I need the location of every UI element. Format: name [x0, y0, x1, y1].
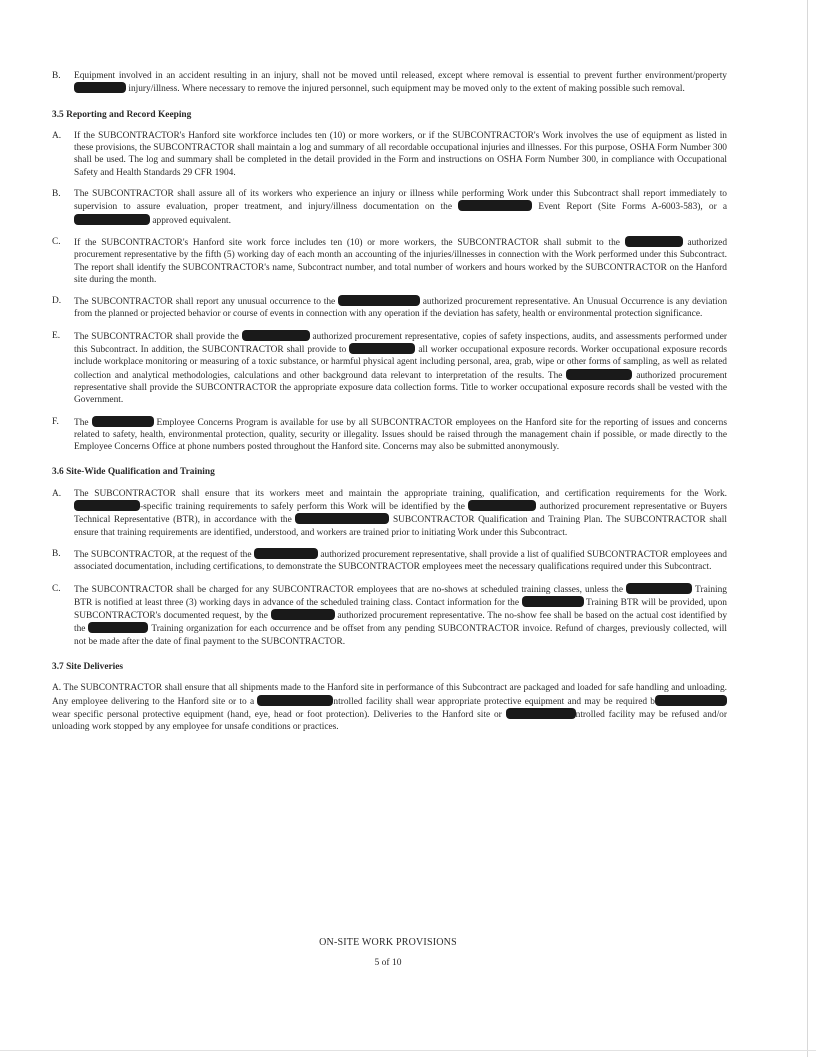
paragraph-3-5-b	[52, 188, 727, 227]
paragraph-text: Employee Concerns Program is available for use by all SUBCONTRACTOR employees on the Hanford site for the reporting of issues and concerns related to safety, health, environmental protection, quality, security or illegality. Issues should be raised through the management chain if possible, or made directly to the Employee Concerns Office at phone numbers posted throughout the Hanford site. Concerns may also be submitted anonymously.	[74, 417, 728, 453]
redaction-mark	[257, 695, 333, 706]
item-letter: A.	[52, 130, 62, 141]
paragraph-3-6-b	[52, 548, 727, 574]
paragraph-text: The SUBCONTRACTOR shall provide the	[74, 331, 239, 342]
paragraph-text: If the SUBCONTRACTOR's Hanford site work force includes ten (10) or more workers, the SUBCONTRACTOR shall submit to the	[74, 237, 620, 248]
paragraph-3-6-a	[52, 488, 727, 539]
redaction-mark	[74, 214, 150, 225]
paragraph-text: authorized procurement representative, shall provide a list of qualified SUBCONTRACTOR employees and associated documentation, including certifications, to demonstrate the SUBCONTRACTOR employees meet the necessary qualifications required under this Subcontract.	[74, 549, 727, 573]
paragraph-text: The SUBCONTRACTOR, at the request of the	[74, 549, 252, 560]
paragraph-text: The SUBCONTRACTOR shall be charged for any SUBCONTRACTOR employees that are no-shows at scheduled training classes, unless the	[74, 584, 624, 595]
paragraph-text: wear specific personal protective equipment (hand, eye, head or foot protection). Deliveries to the Hanford site or	[52, 709, 502, 720]
redaction-mark	[468, 500, 536, 511]
paragraph-text: authorized procurement representative or Buyers Technical Representative (BTR), in accordance with the	[74, 502, 727, 526]
paragraph-3-6-c	[52, 583, 727, 648]
redaction-mark	[506, 708, 576, 719]
paragraph-text: authorized procurement representative. The no-show fee shall be based on the actual cost identified by the	[74, 611, 728, 635]
paragraph-text: The SUBCONTRACTOR shall ensure that its workers meet and maintain the appropriate training, qualification, and certification requirements for the Work.	[74, 488, 727, 499]
paragraph-text: If the SUBCONTRACTOR's Hanford site workforce includes ten (10) or more workers, or if the SUBCONTRACTOR's Work involves the use of equipment as listed in these provisions, the SUBCONTRACTOR shall maintain a log and summary of all recordable occupational injuries and illnesses. For this purpose, OSHA Form Number 300 shall be used. The log and summary shall be completed in the detail provided in the Form and instructions on OSHA Form Number 300, in compliance with Occupational Safety and Health Standards 29 CFR 1904.	[74, 130, 727, 178]
item-letter: B.	[52, 548, 61, 559]
redaction-mark	[242, 330, 310, 341]
paragraph-text: approved equivalent.	[152, 215, 231, 226]
paragraph-equipment-b	[52, 70, 727, 96]
footer-title: ON-SITE WORK PROVISIONS	[319, 937, 457, 948]
paragraph-text: authorized procurement representative by the fifth (5) working day of each month an accounting of the injuries/illnesses in connection with the Work performed under this Subcontract. The report shall identify the SUBCONTRACTOR's name, Subcontract number, and total number of workers and hours worked by the SUBCONTRACTOR on the Hanford site during the month.	[74, 237, 728, 285]
paragraph-text: authorized procurement representative. An Unusual Occurrence is any deviation from the planned or projected behavior or course of events in connection with any operation if the deviation has safety, health or environmental protection significance.	[74, 297, 728, 320]
scan-edge-bottom	[0, 1050, 816, 1051]
paragraph-3-5-a	[52, 130, 727, 179]
redaction-mark	[271, 609, 335, 620]
redaction-mark	[566, 369, 632, 380]
redaction-mark	[254, 548, 318, 559]
paragraph-text: authorized procurement representative shall provide the SUBCONTRACTOR the appropriate exposure data collection forms. Title to worker occupational exposure records shall be vested with the Government.	[74, 370, 727, 406]
paragraph-3-5-f	[52, 416, 727, 454]
document-page	[52, 70, 727, 742]
paragraph-text: Training organization for each occurrence and be offset from any pending SUBCONTRACTOR invoice. Refund of charges, previously collected, will not be made after the date of final payment to the SUBCONTRACTOR.	[74, 624, 727, 647]
redaction-mark	[295, 513, 389, 524]
section-heading: 3.7 Site Deliveries	[52, 661, 124, 672]
paragraph-text: A. The SUBCONTRACTOR shall ensure that all shipments made to the Hanford site in performance of this Subcontract are packaged and loaded for safe handling and unloading. Any employee delivering to the Hanford site or to a	[52, 683, 727, 707]
paragraph-text: The SUBCONTRACTOR shall assure all of its workers who experience an injury or illness while performing Work under this Subcontract shall report immediately to supervision to assure evaluation, proper treatment, and injury/illness documentation on the	[74, 189, 727, 213]
scan-edge-right	[807, 0, 808, 1057]
redaction-mark	[74, 500, 140, 511]
item-letter: A.	[52, 488, 62, 499]
paragraph-text: SUBCONTRACTOR Qualification and Training Plan. The SUBCONTRACTOR shall ensure that training requirements are identified, understood, and workers are trained prior to initiating Work under this Subcontract.	[74, 515, 728, 538]
item-letter: E.	[52, 330, 61, 341]
item-letter: D.	[52, 296, 62, 307]
paragraph-3-7-a	[52, 682, 727, 733]
redaction-mark	[349, 343, 415, 354]
item-letter: B.	[52, 189, 61, 200]
item-letter: C.	[52, 583, 61, 594]
redaction-mark	[74, 82, 126, 93]
paragraph-text: The	[74, 417, 89, 428]
redaction-mark	[458, 200, 532, 211]
paragraph-text: Training BTR will be provided, upon SUBCONTRACTOR's documented request, by the	[74, 597, 727, 622]
redaction-mark	[338, 295, 420, 306]
section-heading: 3.6 Site-Wide Qualification and Training	[52, 467, 215, 478]
page-number: 5 of 10	[374, 958, 402, 968]
paragraph-text: -specific training requirements to safely perform this Work will be identified by the	[140, 502, 465, 513]
redaction-mark	[625, 236, 683, 247]
redaction-mark	[626, 583, 692, 594]
paragraph-3-5-d	[52, 295, 727, 321]
redaction-mark	[522, 596, 584, 607]
item-letter: F.	[52, 416, 59, 427]
paragraph-text: Training BTR is notified at least three (3) working days in advance of the scheduled training class. Contact information for the	[74, 584, 727, 608]
redaction-mark	[88, 622, 148, 633]
paragraph-text: ntrolled facility shall wear appropriate protective equipment and may be required b	[333, 696, 655, 707]
redaction-mark	[92, 416, 154, 427]
paragraph-text: ntrolled facility may be refused and/or unloading work stopped by any employee for unsafe conditions or practices.	[52, 709, 727, 733]
paragraph-text: authorized procurement representative, copies of safety inspections, audits, and assessments performed under this Subcontract. In addition, the SUBCONTRACTOR shall provide to	[74, 331, 728, 356]
paragraph-text: The SUBCONTRACTOR shall report any unusual occurrence to the	[74, 297, 336, 308]
section-heading: 3.5 Reporting and Record Keeping	[52, 109, 192, 120]
paragraph-text: Equipment involved in an accident resulting in an injury, shall not be moved until released, except where removal is essential to prevent further environment/property	[74, 71, 727, 81]
item-letter: B.	[52, 71, 61, 81]
paragraph-3-5-e	[52, 330, 727, 407]
paragraph-3-5-c	[52, 236, 727, 286]
item-letter: C.	[52, 236, 61, 247]
redaction-mark	[655, 695, 727, 706]
paragraph-text: injury/illness. Where necessary to remove the injured personnel, such equipment may be moved only to the extent of making possible such removal.	[128, 84, 685, 95]
paragraph-text: all worker occupational exposure records. Worker occupational exposure records include workplace monitoring or measuring of a toxic substance, or harmful physical agent including personal, area, grab, wipe or other forms of sampling, as well as related collection and analytical methodologies, calculations and other background data relevant to interpretation of the results. The	[74, 345, 728, 381]
paragraph-text: Event Report (Site Forms A-6003-583), or a	[538, 202, 728, 213]
